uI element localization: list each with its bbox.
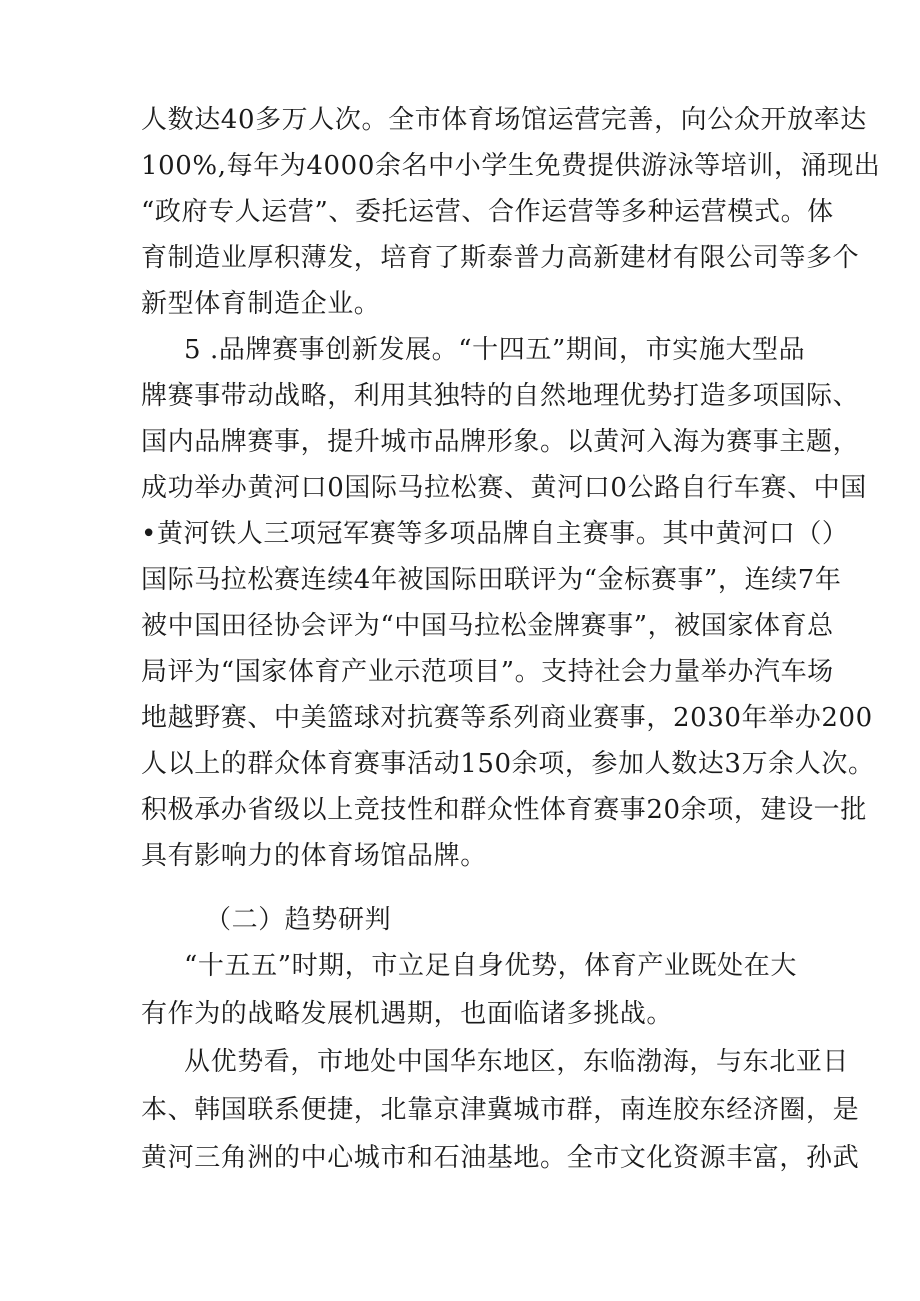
body-text-line: 育制造业厚积薄发，培育了斯泰普力高新建材有限公司等多个: [141, 243, 860, 273]
body-text-line: 被中国田径协会评为“中国马拉松金牌赛事”，被国家体育总: [141, 611, 834, 641]
body-text-line: 从优势看，市地处中国华东地区，东临渤海，与东北亚日: [184, 1047, 850, 1077]
body-text-line: 国际马拉松赛连续4年被国际田联评为“金标赛事”，连续7年: [141, 565, 842, 595]
body-text-line: 黄河三角洲的中心城市和石油基地。全市文化资源丰富，孙武: [141, 1143, 860, 1173]
body-text-line: •黄河铁人三项冠军赛等多项品牌自主赛事。其中黄河口（）: [141, 519, 849, 549]
body-text-line: 100%,每年为4000余名中小学生免费提供游泳等培训，涌现出: [141, 151, 881, 181]
body-text-line: 人数达40多万人次。全市体育场馆运营完善，向公众开放率达: [141, 105, 867, 135]
body-text-line: 人以上的群众体育赛事活动150余项，参加人数达3万余人次。: [141, 749, 875, 779]
section-heading: （二）趋势研判: [205, 905, 392, 935]
body-text-line: 有作为的战略发展机遇期，也面临诸多挑战。: [141, 999, 674, 1029]
body-text-line: 地越野赛、中美篮球对抗赛等系列商业赛事，2030年举办200: [141, 703, 873, 733]
body-text-line: 新型体育制造企业。: [141, 289, 381, 319]
body-text-line: 具有影响力的体育场馆品牌。: [141, 841, 487, 871]
body-text-line: 本、韩国联系便捷，北靠京津冀城市群，南连胶东经济圈，是: [141, 1095, 860, 1125]
numbered-paragraph-start: 5 .品牌赛事创新发展。“十四五”期间，市实施大型品: [184, 335, 806, 365]
body-text-line: 积极承办省级以上竞技性和群众性体育赛事20余项，建设一批: [141, 795, 867, 825]
body-text-line: “十五五”时期，市立足自身优势，体育产业既处在大: [184, 951, 797, 981]
body-text-line: 成功举办黄河口0国际马拉松赛、黄河口0公路自行车赛、中国: [141, 473, 867, 503]
body-text-line: “政府专人运营”、委托运营、合作运营等多种运营模式。体: [141, 197, 834, 227]
body-text-line: 牌赛事带动战略，利用其独特的自然地理优势打造多项国际、: [141, 381, 860, 411]
body-text-line: 国内品牌赛事，提升城市品牌形象。以黄河入海为赛事主题，: [141, 427, 860, 457]
body-text-line: 局评为“国家体育产业示范项目”。支持社会力量举办汽车场: [141, 657, 834, 687]
